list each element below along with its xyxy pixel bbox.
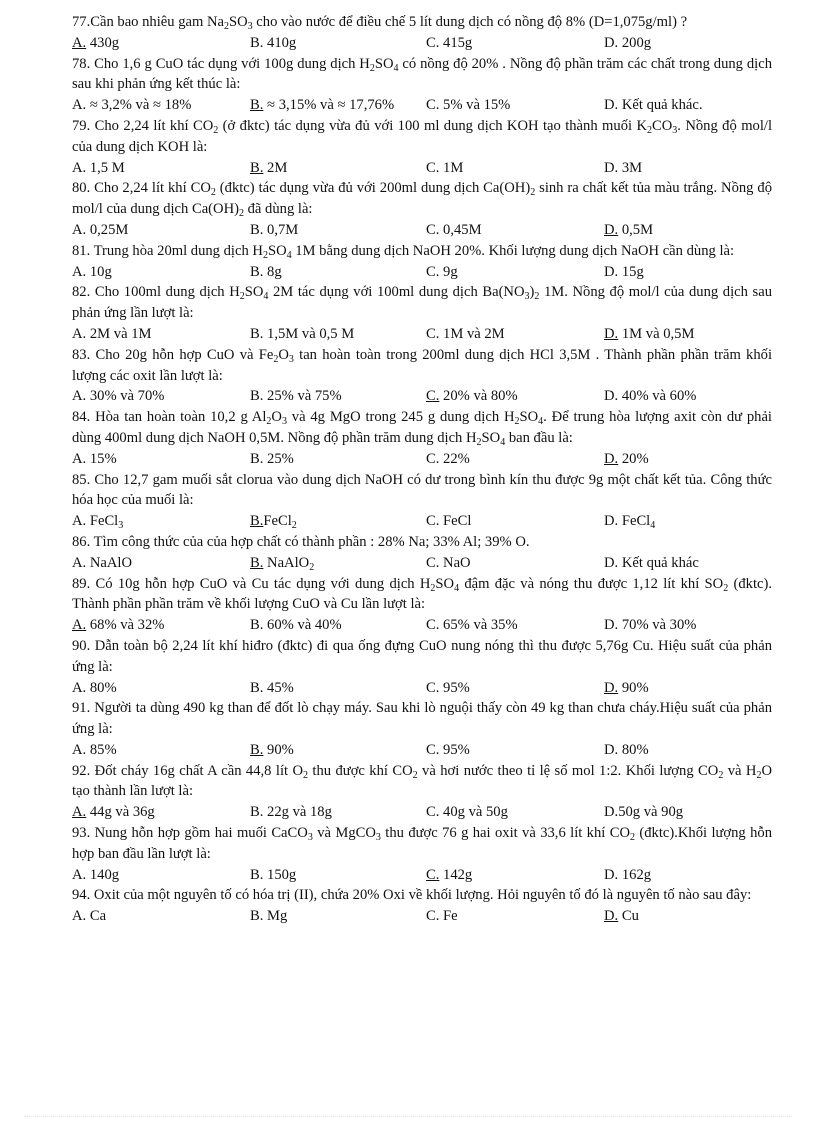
option-b (250, 262, 426, 283)
option-c (426, 386, 604, 407)
option-letter: B. (250, 34, 264, 51)
option-letter: D. (604, 866, 619, 883)
option-letter: B. (250, 159, 264, 176)
option-c (426, 511, 604, 532)
question (72, 54, 772, 116)
question (72, 885, 772, 927)
option-b (250, 511, 426, 532)
option-letter: C. (426, 450, 440, 467)
option-d (604, 865, 772, 886)
option-text: 50g và 90g (618, 804, 684, 821)
option-text: ≈ 3,2% và ≈ 18% (86, 97, 192, 114)
answer-options (72, 511, 772, 532)
option-text: 1M (439, 159, 464, 176)
question-text: 86. Tìm công thức của của hợp chất có thành phần : 28% Na; 33% Al; 39% O. (72, 533, 530, 550)
option-letter: C. (426, 159, 440, 176)
option-text: 15% (86, 450, 117, 467)
option-text: Fe (439, 908, 458, 925)
option-letter: D. (604, 388, 619, 405)
question (72, 241, 772, 283)
option-text: 140g (86, 866, 120, 883)
question-text: 81. Trung hòa 20ml dung dịch $H_2SO_4$ 1M bằng dung dịch NaOH 20%. Khối lượng dung dịch NaOH cần dùng là: (72, 242, 735, 261)
option-a (72, 33, 250, 54)
option-letter: C. (426, 908, 440, 925)
question-text: 92. Đốt cháy 16g chất A cần 44,8 lít $O_2$ thu được khí $CO_2$ và hơi nước theo tỉ lệ số mol 1:2. Khối lượng $CO_2$ và $H_2O$ tạo thành lần lượt là: (72, 762, 772, 800)
option-letter: C. (426, 97, 440, 114)
option-a (72, 511, 250, 532)
option-text: 40g và 50g (439, 804, 508, 821)
option-text: 15g (618, 263, 644, 280)
option-letter: D. (604, 554, 619, 571)
option-text: 95% (439, 679, 470, 696)
option-text: 1M và 0,5M (618, 325, 695, 342)
option-c (426, 802, 604, 823)
option-letter: B. (250, 679, 264, 696)
option-a (72, 324, 250, 345)
question-text: 78. Cho 1,6 g CuO tác dụng với 100g dung dịch $H_2SO_4$ có nồng độ 20% . Nồng độ phần trăm các chất trong dung dịch sau khi phản ứng kết thúc là: (72, 55, 772, 93)
question-text: 85. Cho 12,7 gam muối sắt clorua vào dung dịch NaOH có dư trong bình kín thu được 9g một chất kết tủa. Công thức hóa học của muối là: (72, 471, 772, 509)
option-b (250, 802, 426, 823)
option-c (426, 220, 604, 241)
option-text: NaAlO (86, 554, 133, 571)
option-text: FeCl$_4$ (618, 513, 656, 532)
option-text: 80% (618, 741, 649, 758)
option-text: 3M (618, 159, 643, 176)
option-d (604, 324, 772, 345)
option-letter: A. (72, 97, 87, 114)
option-a (72, 449, 250, 470)
option-letter: A. (72, 34, 87, 51)
option-text: FeCl$_3$ (86, 513, 124, 532)
option-text: 5% và 15% (439, 97, 511, 114)
option-b (250, 33, 426, 54)
option-c (426, 95, 604, 116)
option-c (426, 740, 604, 761)
option-letter: C. (426, 34, 440, 51)
option-letter: B. (250, 388, 264, 405)
option-text: 1,5M và 0,5 M (263, 325, 355, 342)
option-a (72, 678, 250, 699)
option-letter: D. (604, 263, 619, 280)
question (72, 532, 772, 574)
option-letter: C. (426, 866, 440, 883)
page-footer-divider (24, 1116, 792, 1117)
option-letter: A. (72, 513, 87, 530)
answer-options (72, 33, 772, 54)
option-text: 68% và 32% (86, 617, 165, 634)
option-text: 22% (439, 450, 470, 467)
option-text: Mg (263, 908, 288, 925)
option-letter: A. (72, 263, 87, 280)
option-a (72, 906, 250, 927)
question (72, 178, 772, 240)
answer-options (72, 906, 772, 927)
option-letter: D. (604, 513, 619, 530)
option-b (250, 678, 426, 699)
option-letter: D. (604, 450, 619, 467)
option-text: Cu (618, 908, 639, 925)
option-letter: C. (426, 513, 440, 530)
option-c (426, 33, 604, 54)
option-letter: A. (72, 679, 87, 696)
option-a (72, 615, 250, 636)
option-letter: B. (250, 554, 264, 571)
option-letter: C. (426, 263, 440, 280)
option-letter: B. (250, 221, 264, 238)
option-text: 2M (263, 159, 288, 176)
question-text: 93. Nung hỗn hợp gồm hai muối CaCO$_3$ và MgCO$_3$ thu được 76 g hai oxit và 33,6 lít khí $CO_2$ (đktc).Khối lượng hỗn hợp ban đầu lần lượt là: (72, 825, 772, 862)
option-letter: D. (604, 908, 619, 925)
option-d (604, 906, 772, 927)
option-letter: A. (72, 866, 87, 883)
option-text: 2M và 1M (86, 325, 152, 342)
option-letter: C. (426, 804, 440, 821)
option-text: 415g (439, 34, 473, 51)
option-text: 22g và 18g (263, 804, 332, 821)
answer-options (72, 802, 772, 823)
option-text: Kết quả khác (618, 554, 699, 571)
question-text: 90. Dẫn toàn bộ 2,24 lít khí hiđro (đktc) đi qua ống đựng CuO nung nóng thì thu được 5,76g Cu. Hiệu suất của phản ứng là: (72, 637, 772, 675)
option-letter: B. (250, 450, 264, 467)
option-a (72, 262, 250, 283)
option-letter: C. (426, 388, 440, 405)
option-text: Ca (86, 908, 107, 925)
option-c (426, 449, 604, 470)
option-a (72, 802, 250, 823)
option-letter: A. (72, 159, 87, 176)
option-letter: A. (72, 804, 87, 821)
option-text: 85% (86, 741, 117, 758)
option-text: 0,7M (263, 221, 299, 238)
option-letter: D. (604, 804, 619, 821)
option-text: 142g (439, 866, 473, 883)
question (72, 345, 772, 407)
option-text: 25% (263, 450, 294, 467)
option-c (426, 865, 604, 886)
question-text: 89. Có 10g hỗn hợp CuO và Cu tác dụng với dung dịch $H_2SO_4$ đậm đặc và nóng thu được 1,12 lít khí $SO_2$ (đktc). Thành phần phần trăm về khối lượng CuO và Cu lần lượt là: (72, 575, 772, 613)
option-b (250, 865, 426, 886)
option-text: 410g (263, 34, 297, 51)
option-b (250, 324, 426, 345)
option-letter: A. (72, 388, 87, 405)
question-text: 83. Cho 20g hỗn hợp CuO và $Fe_2O_3$ tan hoàn toàn trong 200ml dung dịch HCl 3,5M . Thành phần phần trăm khối lượng các oxit lần lượt là: (72, 346, 772, 384)
question-text: 80. Cho 2,24 lít khí $CO_2$ (đktc) tác dụng vừa đủ với 200ml dung dịch $Ca(OH)_2$ sinh ra chất kết tủa màu trắng. Nồng độ mol/l của dung dịch $Ca(OH)_2$ đã dùng là: (72, 180, 773, 220)
option-d (604, 220, 772, 241)
question-text: 82. Cho 100ml dung dịch $H_2SO_4$ 2M tác dụng với 100ml dung dịch $Ba(NO_3)_2$ 1M. Nồng độ mol/l của dung dịch sau phản ứng lần lượt là: (72, 284, 772, 322)
option-text: 44g và 36g (86, 804, 155, 821)
question (72, 12, 772, 54)
answer-options (72, 262, 772, 283)
option-text: 150g (263, 866, 297, 883)
option-letter: C. (426, 679, 440, 696)
option-letter: B. (250, 513, 264, 530)
option-letter: D. (604, 97, 619, 114)
option-text: 0,45M (439, 221, 482, 238)
option-c (426, 324, 604, 345)
answer-options (72, 220, 772, 241)
answer-options (72, 678, 772, 699)
option-a (72, 220, 250, 241)
question (72, 636, 772, 698)
option-b (250, 906, 426, 927)
option-letter: A. (72, 450, 87, 467)
question (72, 823, 772, 885)
option-d (604, 553, 772, 574)
option-b (250, 220, 426, 241)
option-letter: C. (426, 741, 440, 758)
option-c (426, 553, 604, 574)
option-letter: D. (604, 325, 619, 342)
option-b (250, 386, 426, 407)
option-b (250, 449, 426, 470)
answer-options (72, 553, 772, 574)
answer-options (72, 324, 772, 345)
option-a (72, 865, 250, 886)
option-a (72, 386, 250, 407)
option-d (604, 262, 772, 283)
option-letter: A. (72, 554, 87, 571)
option-text: NaO (439, 554, 471, 571)
option-letter: B. (250, 804, 264, 821)
question (72, 407, 772, 469)
option-d (604, 158, 772, 179)
option-d (604, 678, 772, 699)
option-text: 20% (618, 450, 649, 467)
option-b (250, 615, 426, 636)
option-text: 90% (263, 741, 294, 758)
option-text: FeCl (439, 513, 472, 530)
option-d (604, 386, 772, 407)
option-text: 80% (86, 679, 117, 696)
option-letter: A. (72, 325, 87, 342)
answer-options (72, 386, 772, 407)
option-d (604, 740, 772, 761)
answer-options (72, 615, 772, 636)
option-b (250, 158, 426, 179)
option-text: 25% và 75% (263, 388, 342, 405)
option-letter: D. (604, 617, 619, 634)
question (72, 470, 772, 532)
option-text: 30% và 70% (86, 388, 165, 405)
option-text: 20% và 80% (439, 388, 518, 405)
answer-options (72, 740, 772, 761)
worksheet-page (72, 12, 772, 927)
option-text: 65% và 35% (439, 617, 518, 634)
option-text: 45% (263, 679, 294, 696)
question (72, 574, 772, 636)
option-d (604, 449, 772, 470)
option-letter: B. (250, 617, 264, 634)
option-text: 9g (439, 263, 458, 280)
option-text: 0,25M (86, 221, 129, 238)
question-text: 84. Hòa tan hoàn toàn 10,2 g $Al_2O_3$ và 4g MgO trong 245 g dung dịch $H_2SO_4$. Để trung hòa lượng axit còn dư phải dùng 400ml dung dịch NaOH 0,5M. Nồng độ phần trăm dung dịch $H_2SO_4$ ban đầu là: (72, 409, 772, 448)
option-letter: B. (250, 325, 264, 342)
question-text: 77.Cần bao nhiêu gam $Na_2SO_3$ cho vào nước để điều chế 5 lít dung dịch có nồng độ 8% (D=1,075g/ml) ? (72, 14, 688, 32)
option-a (72, 740, 250, 761)
answer-options (72, 865, 772, 886)
option-letter: D. (604, 221, 619, 238)
option-text: 40% và 60% (618, 388, 697, 405)
answer-options (72, 449, 772, 470)
question-text: 79. Cho 2,24 lít khí $CO_2$ (ở đktc) tác dụng vừa đủ với 100 ml dung dịch KOH tạo thành muối $K_2CO_3$. Nồng độ mol/l của dung dịch KOH là: (72, 117, 773, 155)
option-text: 0,5M (618, 221, 654, 238)
option-d (604, 615, 772, 636)
option-letter: B. (250, 263, 264, 280)
option-d (604, 33, 772, 54)
option-letter: A. (72, 908, 87, 925)
option-letter: A. (72, 221, 87, 238)
option-c (426, 678, 604, 699)
option-text: NaAlO$_2$ (263, 554, 315, 573)
option-letter: C. (426, 617, 440, 634)
option-text: 70% và 30% (618, 617, 697, 634)
option-text: 10g (86, 263, 112, 280)
option-letter: C. (426, 554, 440, 571)
question (72, 698, 772, 760)
option-letter: D. (604, 741, 619, 758)
answer-options (72, 158, 772, 179)
question (72, 116, 772, 178)
option-b (250, 740, 426, 761)
option-d (604, 95, 772, 116)
option-text: Kết quả khác. (618, 97, 703, 114)
option-text: 95% (439, 741, 470, 758)
option-text: ≈ 3,15% và ≈ 17,76% (263, 97, 395, 114)
option-c (426, 262, 604, 283)
option-letter: A. (72, 617, 87, 634)
option-text: FeCl$_2$ (263, 513, 297, 532)
option-a (72, 553, 250, 574)
option-d (604, 802, 772, 823)
option-letter: D. (604, 159, 619, 176)
option-text: 430g (86, 34, 120, 51)
option-text: 200g (618, 34, 652, 51)
option-b (250, 95, 426, 116)
option-c (426, 615, 604, 636)
option-letter: C. (426, 221, 440, 238)
option-letter: B. (250, 866, 264, 883)
option-c (426, 906, 604, 927)
question (72, 282, 772, 344)
option-text: 60% và 40% (263, 617, 342, 634)
option-text: 1M và 2M (439, 325, 505, 342)
question (72, 761, 772, 823)
option-letter: A. (72, 741, 87, 758)
option-letter: D. (604, 679, 619, 696)
option-a (72, 95, 250, 116)
option-letter: B. (250, 97, 264, 114)
option-text: 162g (618, 866, 652, 883)
option-text: 1,5 M (86, 159, 125, 176)
option-letter: D. (604, 34, 619, 51)
option-text: 8g (263, 263, 282, 280)
option-b (250, 553, 426, 574)
option-c (426, 158, 604, 179)
answer-options (72, 95, 772, 116)
option-letter: B. (250, 908, 264, 925)
option-a (72, 158, 250, 179)
question-text: 94. Oxit của một nguyên tố có hóa trị (II), chứa 20% Oxi về khối lượng. Hỏi nguyên tố đó là nguyên tố nào sau đây: (72, 887, 752, 904)
option-d (604, 511, 772, 532)
question-text: 91. Người ta dùng 490 kg than để đốt lò chạy máy. Sau khi lò nguội thấy còn 49 kg than chưa cháy.Hiệu suất của phản ứng là: (72, 700, 772, 738)
option-letter: C. (426, 325, 440, 342)
option-text: 90% (618, 679, 649, 696)
option-letter: B. (250, 741, 264, 758)
